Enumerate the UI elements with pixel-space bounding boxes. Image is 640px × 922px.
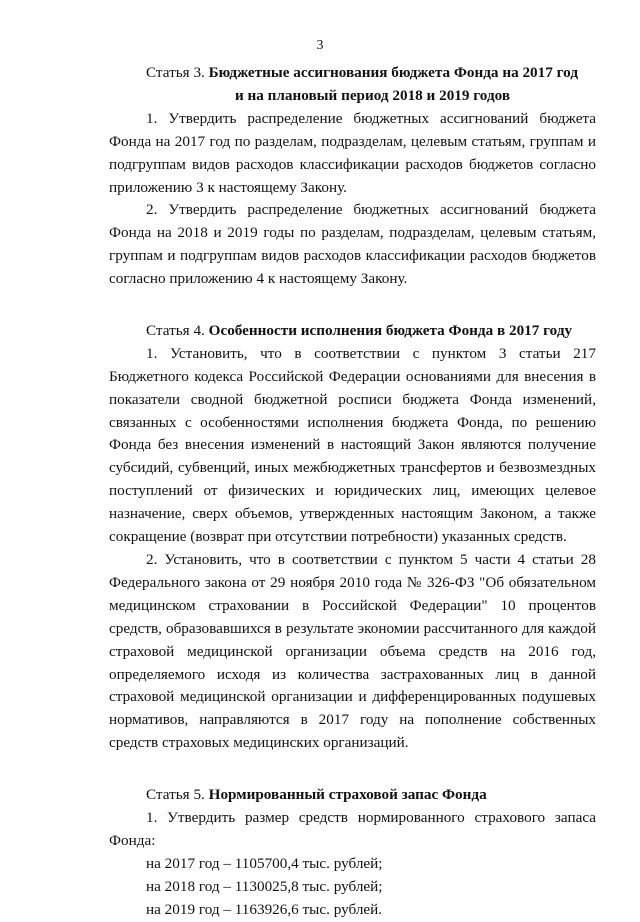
article-5-paragraph-1: 1. Утвердить размер средств нормированного страхового запаса Фонда: — [109, 808, 596, 849]
article-3-title-continued: и на плановый период 2018 и 2019 годов — [234, 86, 511, 104]
article-3 — [109, 62, 596, 291]
reserve-2018: на 2018 год – 1130025,8 тыс. рублей; — [146, 877, 383, 895]
document-body — [109, 62, 596, 922]
article-3-label: Статья 3. — [146, 64, 205, 81]
article-3-paragraph-2: 2. Утвердить распределение бюджетных ассигнований бюджета Фонда на 2018 и 2019 годы по разделам, подразделам, целевым статьям, группам и подгруппам видов расходов классификации расходов бюджетов согласно приложению 4 к настоящему Закону. — [109, 201, 596, 288]
reserve-2019: на 2019 год – 1163926,6 тыс. рублей. — [146, 900, 383, 918]
article-5 — [109, 784, 596, 921]
article-5-label: Статья 5. — [146, 786, 205, 804]
reserve-2017: на 2017 год – 1105700,4 тыс. рублей; — [146, 854, 383, 872]
article-4-heading — [109, 320, 596, 343]
article-5-title: Нормированный страховой запас Фонда — [208, 786, 487, 804]
article-3-title: Бюджетные ассигнования бюджета Фонда на 2017 год — [208, 64, 578, 81]
article-4-paragraph-2: 2. Установить, что в соответствии с пунктом 5 части 4 статьи 28 Федерального закона от 29 ноября 2010 года № 326-ФЗ "Об обязательном медицинском страховании в Российской Федерации" 10 процентов средств, образовавшихся в результате экономии рассчитанного для каждой страховой медицинской организации объема средств на 2016 год, определяемого исходя из количества застрахованных лиц в данной страховой медицинской организации и дифференцированных подушевых нормативов, направляются в 2017 году на пополнение собственных средств страховых медицинских организаций. — [109, 551, 596, 752]
article-3-paragraph-1: 1. Утвердить распределение бюджетных ассигнований бюджета Фонда на 2017 год по разделам, подразделам, целевым статьям, группам и подгруппам видов расходов классификации расходов бюджетов согласно приложению 3 к настоящему Закону. — [109, 109, 596, 196]
article-4-paragraph-1: 1. Установить, что в соответствии с пунктом 3 статьи 217 Бюджетного кодекса Российской Федерации основаниями для внесения в показатели сводной бюджетной росписи бюджета Фонда изменений, связанных с особенностями исполнения бюджета Фонда, по решению Фонда без внесения изменений в настоящий Закон являются получение субсидий, субвенций, иных межбюджетных трансфертов и безвозмездных поступлений от физических и юридических лиц, имеющих целевое назначение, сверх объемов, утвержденных настоящим Законом, а также сокращение (возврат при отсутствии потребности) указанных средств. — [109, 344, 596, 546]
article-3-heading — [109, 62, 596, 85]
page-number: 3 — [316, 38, 324, 53]
article-5-heading — [109, 784, 596, 807]
article-4-title: Особенности исполнения бюджета Фонда в 2017 году — [208, 321, 573, 339]
article-4 — [109, 320, 596, 755]
article-4-label: Статья 4. — [146, 321, 205, 339]
